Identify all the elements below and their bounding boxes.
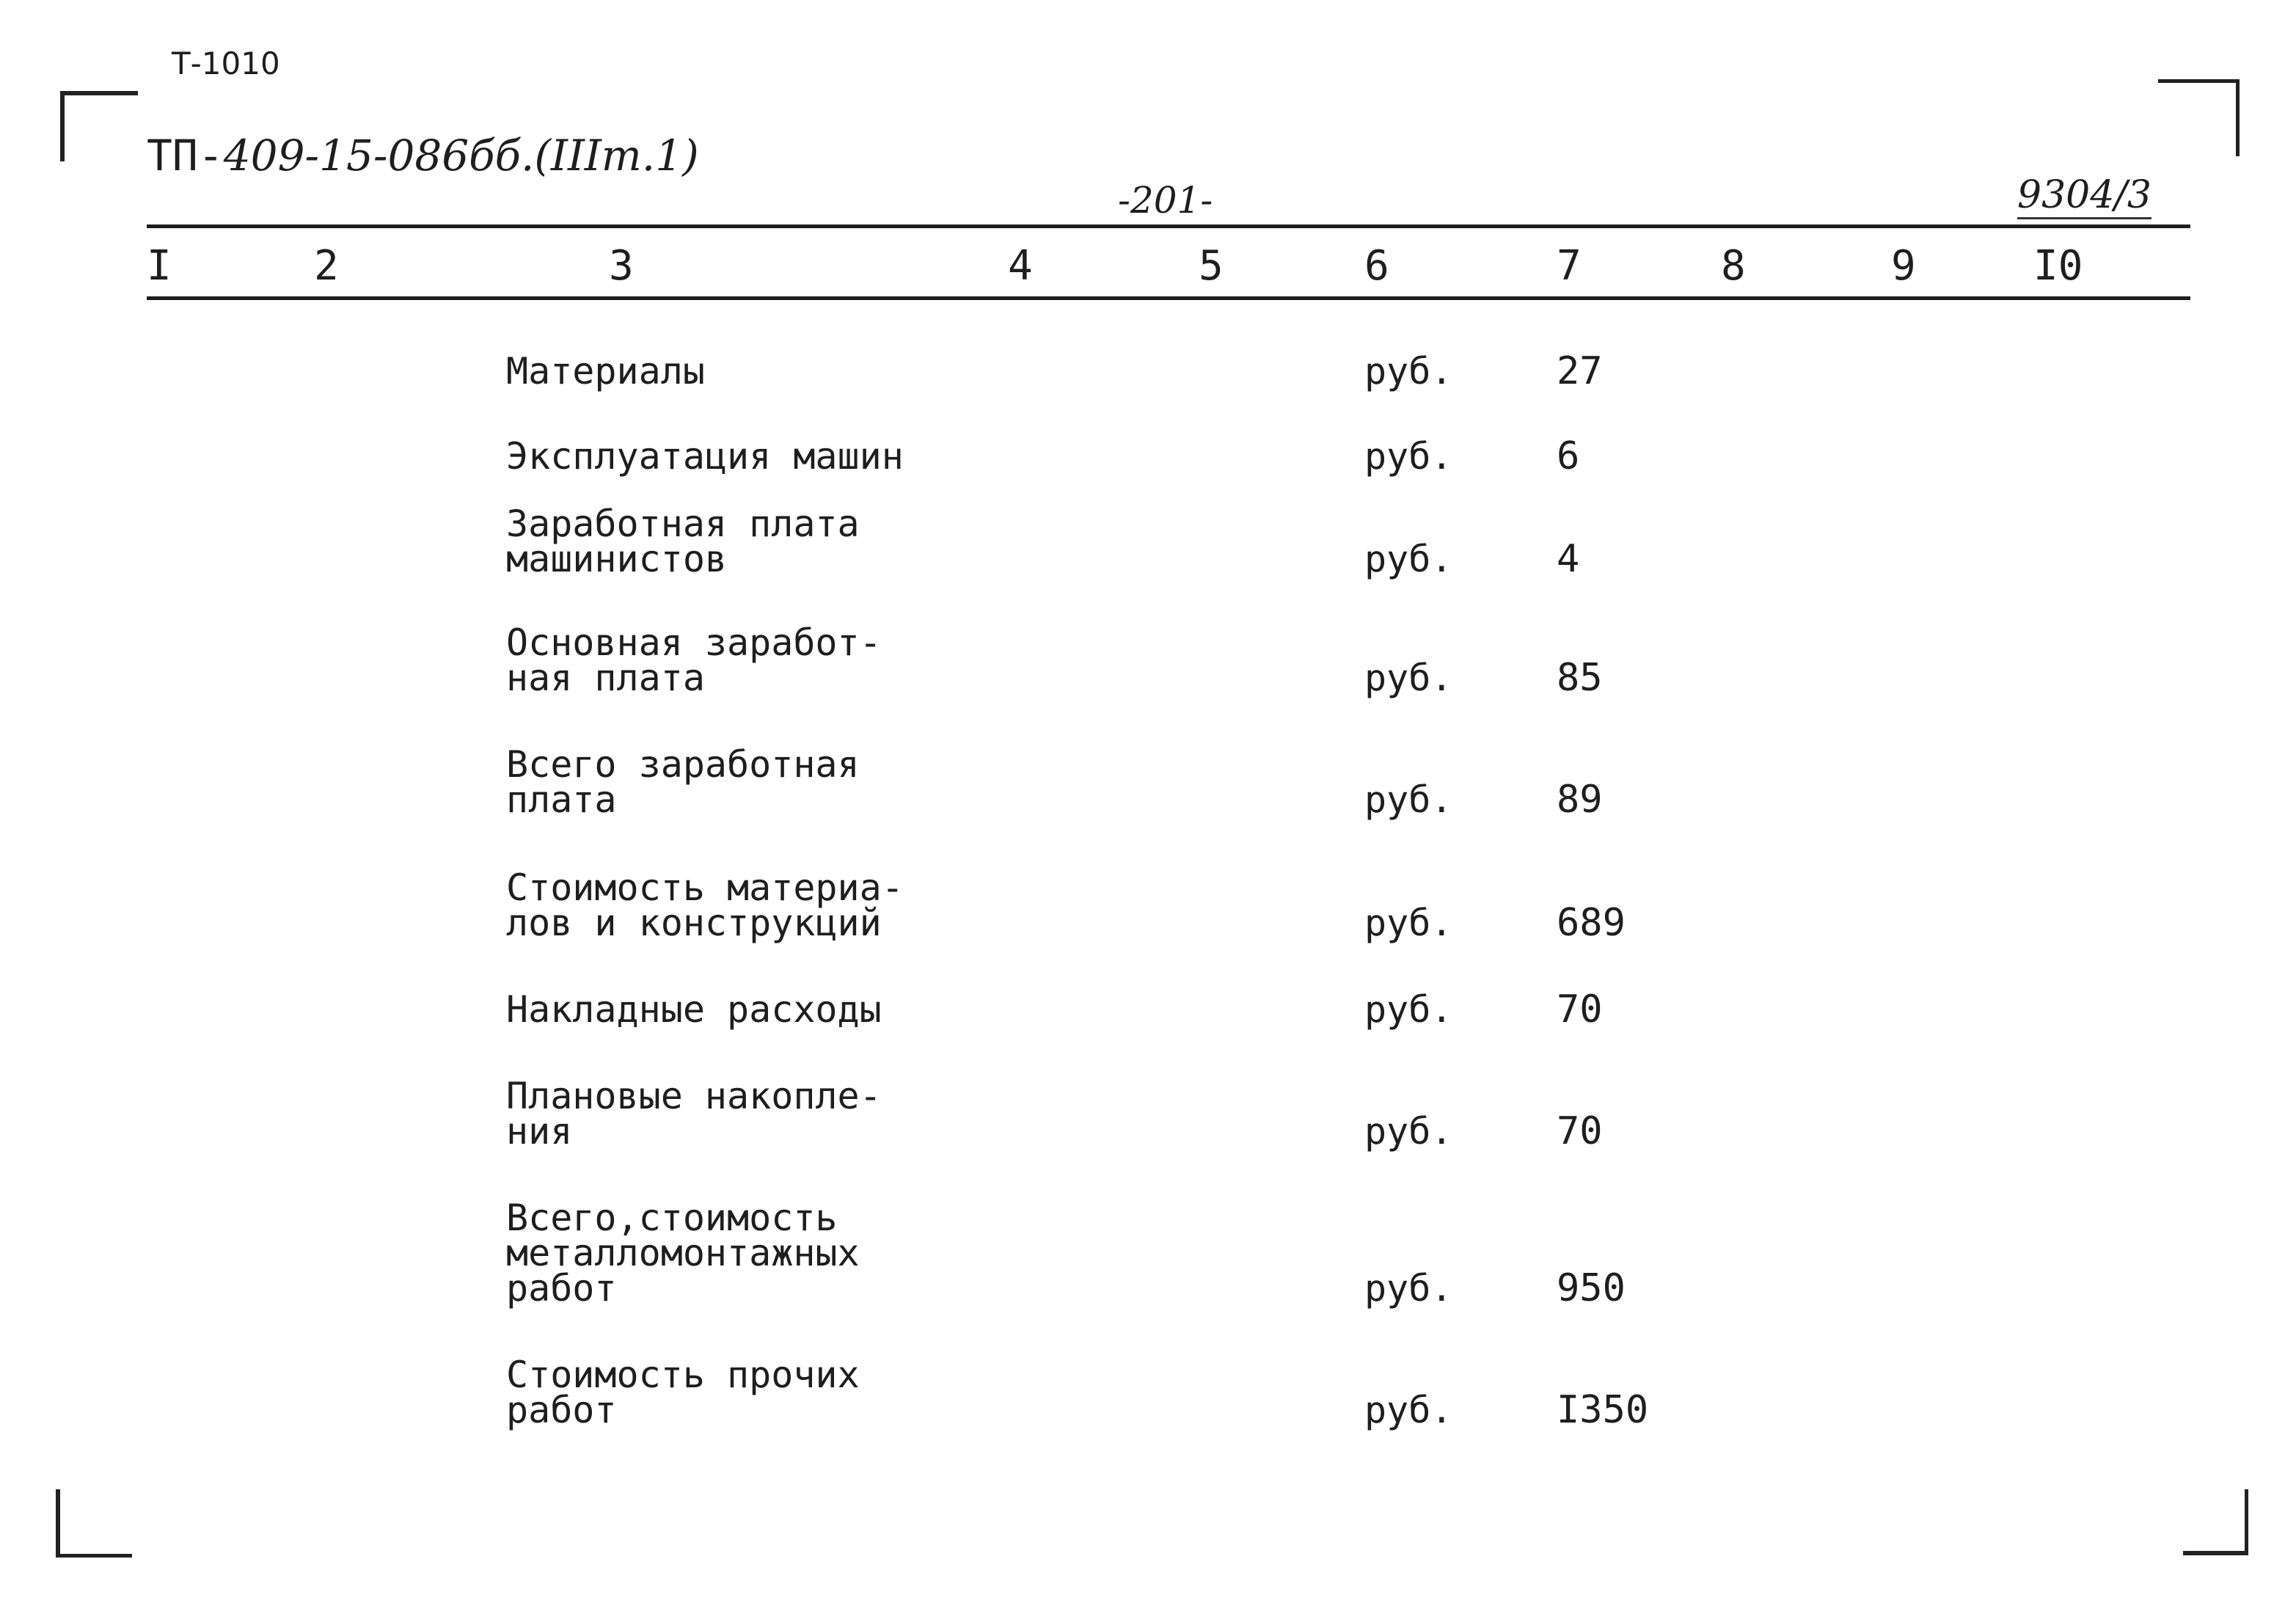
row-value: 85 [1557,656,1603,700]
column-number-1: I [147,242,172,290]
column-number-5: 5 [1199,242,1224,290]
corner-mark-bottom-right [2183,1489,2248,1555]
page-number: -201- [1118,179,1213,222]
sheet-code: 9304/3 [2017,173,2151,219]
table-row-total-wages [0,743,2296,822]
table-row-metal-installation-total [0,1197,2296,1310]
table-top-rule [147,224,2190,228]
corner-mark-bottom-left [56,1489,132,1558]
row-unit: руб. [1364,1389,1453,1431]
row-value: 89 [1557,778,1603,822]
row-label: Стоимость материа- лов и конструкций [506,866,904,944]
row-unit: руб. [1364,988,1453,1031]
row-value: 27 [1557,349,1603,393]
corner-mark-top-right [2158,79,2240,156]
row-value: 950 [1557,1266,1626,1310]
row-label: Эксплуатация машин [506,435,904,478]
row-value: 6 [1557,434,1580,478]
document-stamp: Т-1010 [172,45,280,81]
column-number-9: 9 [1891,242,1916,290]
corner-mark-top-left [60,91,138,161]
column-number-3: 3 [609,242,634,290]
row-label: Заработная плата машинистов [506,503,860,580]
row-value: 4 [1557,537,1580,581]
row-unit: руб. [1364,435,1453,478]
column-number-4: 4 [1008,242,1033,290]
document-prefix: ТП- [147,131,224,180]
row-value: I350 [1557,1388,1649,1432]
row-unit: руб. [1364,1110,1453,1153]
row-label: Накладные расходы [506,988,882,1031]
table-row-overhead [0,987,2296,1031]
table-row-operator-wages [0,503,2296,581]
row-unit: руб. [1364,778,1453,821]
table-header-rule [147,296,2190,300]
row-unit: руб. [1364,538,1453,580]
table-row-other-works-cost [0,1354,2296,1432]
row-unit: руб. [1364,902,1453,944]
table-row-machine-operation [0,434,2296,478]
column-number-10: I0 [2033,242,2083,290]
row-unit: руб. [1364,1267,1453,1310]
document-number-handwritten: 409-15-086бб.(IIIт.1) [223,131,699,180]
row-label: Материалы [506,350,705,392]
column-number-2: 2 [314,242,339,290]
row-label: Плановые накопле- ния [506,1075,882,1153]
table-row-materials-cost [0,866,2296,945]
table-row-materials [0,349,2296,393]
row-value: 70 [1557,1109,1603,1153]
row-unit: руб. [1364,350,1453,392]
column-number-6: 6 [1364,242,1389,290]
row-value: 70 [1557,987,1603,1031]
row-label: Всего заработная плата [506,743,860,821]
column-number-8: 8 [1721,242,1746,290]
row-value: 689 [1557,901,1626,945]
table-row-planned-savings [0,1075,2296,1153]
row-label: Основная заработ- ная плата [506,621,882,699]
column-number-7: 7 [1557,242,1582,290]
row-label: Стоимость прочих работ [506,1354,860,1431]
document-number [147,131,699,180]
row-unit: руб. [1364,657,1453,699]
table-row-base-wages [0,621,2296,700]
row-label: Всего,стоимость металломонтажных работ [506,1197,860,1310]
